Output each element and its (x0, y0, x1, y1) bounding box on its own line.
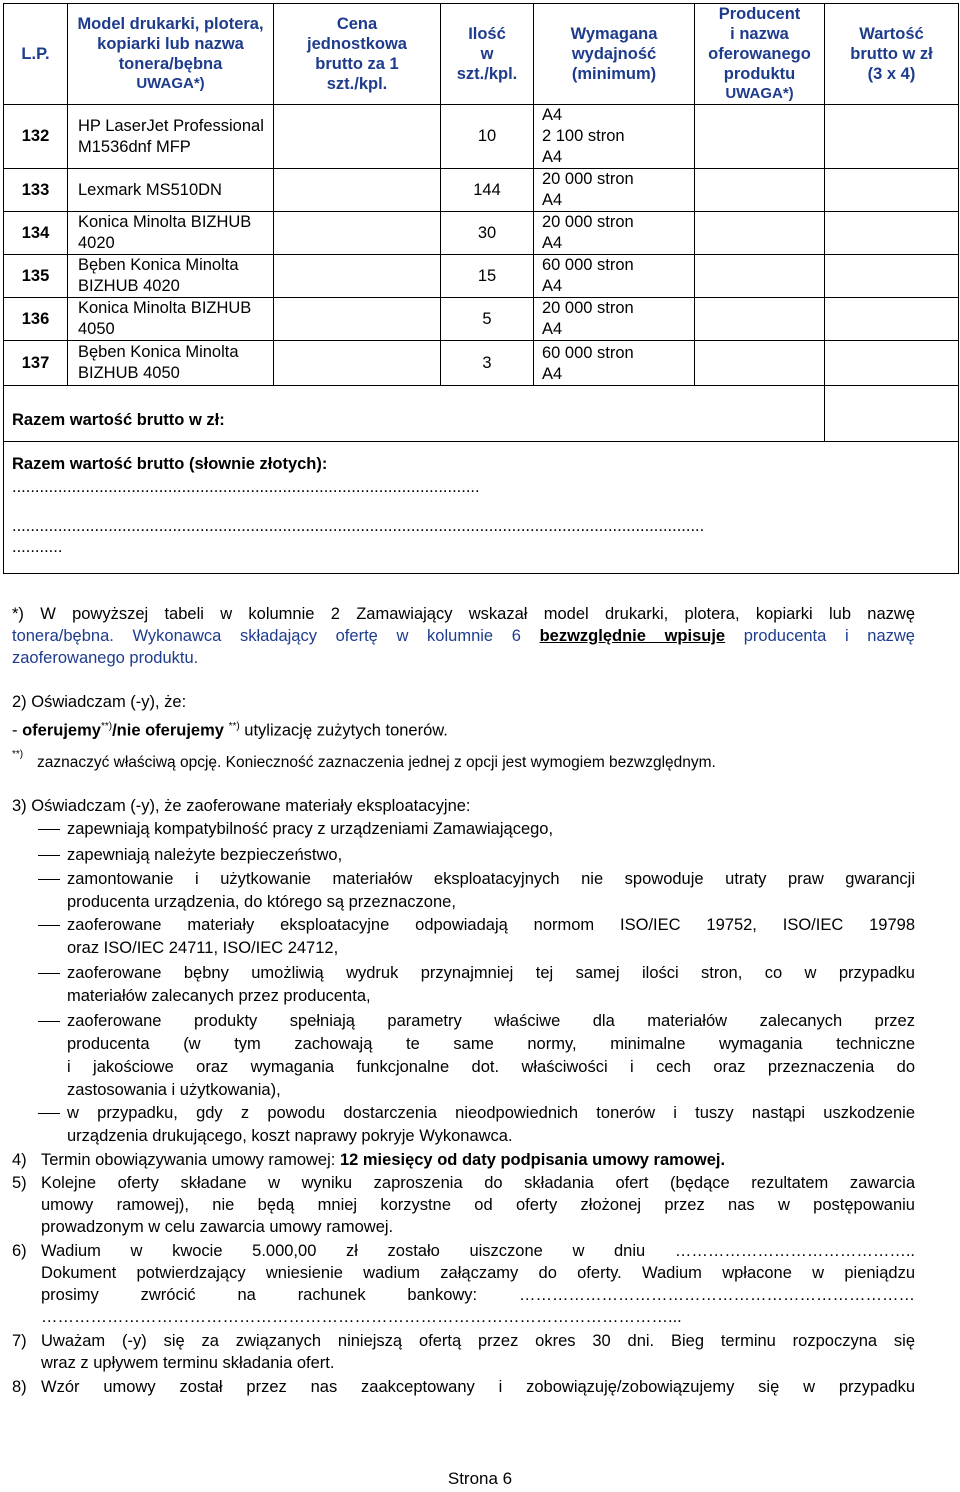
table-row (4, 105, 959, 169)
section6-label: 6) (12, 1242, 27, 1260)
list-item-line: zamontowanie i użytkowanie materiałów eksploatacyjnych nie spowoduje utraty praw gwarancji (67, 870, 915, 888)
row-model: Bęben Konica Minolta BIZHUB 4020 (68, 255, 274, 298)
row-lp: 133 (4, 169, 68, 212)
header-value: Wartość brutto w zł (3 x 4) (825, 4, 959, 105)
section7-line: Uważam (-y) się za związanych niniejszą ofertą przez okres 30 dni. Bieg terminu rozpoczyna się (41, 1332, 915, 1350)
row-yield (534, 169, 695, 212)
footnote-line-3: zaoferowanego produktu. (12, 649, 199, 667)
table-row (4, 212, 959, 255)
header-lp: L.P. (4, 4, 68, 105)
list-dash-icon (38, 973, 60, 974)
yield-unit: A4 (542, 365, 563, 383)
yield-value: 60 000 stron (542, 344, 634, 362)
list-dash-icon (38, 879, 60, 880)
row-lp: 134 (4, 212, 68, 255)
row-producer (695, 341, 825, 386)
section5-line: prowadzonym w celu zawarcia umowy ramowej. (41, 1218, 394, 1236)
total-label: Razem wartość brutto w zł: (4, 386, 825, 442)
row-yield (534, 298, 695, 341)
list-dash-icon (38, 855, 60, 856)
footnote-line-1: *) W powyższej tabeli w kolumnie 2 Zamawiający wskazał model drukarki, plotera, kopiarki lub nazwę (12, 605, 915, 623)
row-value (825, 105, 959, 169)
yield-value: 20 000 stron (542, 299, 634, 317)
yield-value: 20 000 stron (542, 170, 634, 188)
row-value (825, 341, 959, 386)
row-yield (534, 255, 695, 298)
total-words-row (4, 442, 959, 574)
list-dash-icon (38, 1113, 60, 1114)
yield-value: 60 000 stron (542, 256, 634, 274)
row-lp: 137 (4, 341, 68, 386)
row-value (825, 212, 959, 255)
row-model: Bęben Konica Minolta BIZHUB 4050 (68, 341, 274, 386)
row-producer (695, 298, 825, 341)
section7-line: wraz z upływem terminu składania ofert. (41, 1354, 335, 1372)
header-qty: Ilość w szt./kpl. (441, 4, 534, 105)
row-price (274, 341, 441, 386)
list-dash-icon (38, 1021, 60, 1022)
section6-line: Dokument potwierdzający wniesienie wadium załączamy do oferty. Wadium wpłacone w pieniądzu (41, 1264, 915, 1282)
list-dash-icon (38, 829, 60, 830)
yield-unit: A4 (542, 148, 563, 166)
row-lp: 135 (4, 255, 68, 298)
row-price (274, 169, 441, 212)
row-value (825, 169, 959, 212)
table-row (4, 169, 959, 212)
list-item-line: zaoferowane materiały eksploatacyjne odpowiadają normom ISO/IEC 19752, ISO/IEC 19798 (67, 916, 915, 934)
list-item-line: materiałów zalecanych przez producenta, (67, 987, 371, 1005)
section-2-note-mark: **) (12, 749, 24, 760)
row-qty: 15 (441, 255, 534, 298)
row-value (825, 255, 959, 298)
row-model: HP LaserJet Professional M1536dnf MFP (68, 105, 274, 169)
list-item-line: zapewniają kompatybilność pracy z urządzeniami Zamawiającego, (67, 820, 554, 838)
table-row (4, 298, 959, 341)
row-qty: 30 (441, 212, 534, 255)
row-yield (534, 212, 695, 255)
list-item-line: i jakościowe oraz wymagania funkcjonalne dot. właściwości i cech oraz przeznaczenia do (67, 1058, 915, 1076)
row-value (825, 298, 959, 341)
row-producer (695, 105, 825, 169)
total-words-label: Razem wartość brutto (słownie złotych): (12, 455, 328, 473)
row-qty: 144 (441, 169, 534, 212)
list-item-line: producenta urządzenia, do którego są przeznaczone, (67, 893, 456, 911)
section8-line: Wzór umowy został przez nas zaakceptowany i zobowiązuję/zobowiązujemy się w przypadku (41, 1378, 915, 1396)
row-model: Konica Minolta BIZHUB 4020 (68, 212, 274, 255)
list-item-line: urządzenia drukującego, koszt naprawy pokryje Wykonawca. (67, 1127, 513, 1145)
row-producer (695, 212, 825, 255)
total-row (4, 386, 959, 442)
section-2-title: 2) Oświadczam (-y), że: (12, 693, 187, 711)
list-item-line: zastosowania i użytkowania), (67, 1081, 281, 1099)
list-item-line: zapewniają należyte bezpieczeństwo, (67, 846, 343, 864)
row-price (274, 212, 441, 255)
row-model: Konica Minolta BIZHUB 4050 (68, 298, 274, 341)
header-yield: Wymagana wydajność (minimum) (534, 4, 695, 105)
yield-value: 20 000 stron (542, 213, 634, 231)
row-price (274, 255, 441, 298)
list-dash-icon (38, 925, 60, 926)
row-model: Lexmark MS510DN (68, 169, 274, 212)
price-table (3, 3, 959, 574)
yield-value: 2 100 stron (542, 127, 625, 145)
row-producer (695, 255, 825, 298)
section-2-note: zaznaczyć właściwą opcję. Konieczność zaznaczenia jednej z opcji jest wymogiem bezwzględnym. (37, 754, 716, 771)
row-producer (695, 169, 825, 212)
section5-label: 5) (12, 1174, 27, 1192)
list-item-line: zaoferowane produkty spełniają parametry właściwe dla materiałów zalecanych przez (67, 1012, 915, 1030)
header-model: Model drukarki, plotera, kopiarki lub nazwa tonera/bębna UWAGA*) (68, 4, 274, 105)
section-3-title: 3) Oświadczam (-y), że zaoferowane materiały eksploatacyjne: (12, 797, 471, 815)
yield-unit: A4 (542, 106, 563, 124)
row-price (274, 298, 441, 341)
section6-line: ……………………………………………………………………………………………………... (41, 1308, 682, 1326)
row-qty: 10 (441, 105, 534, 169)
list-item-line: w przypadku, gdy z powodu dostarczenia nieodpowiednich tonerów i tuszy nastąpi uszkodzenie (67, 1104, 915, 1122)
row-lp: 132 (4, 105, 68, 169)
section7-label: 7) (12, 1332, 27, 1350)
row-qty: 3 (441, 341, 534, 386)
yield-unit: A4 (542, 277, 563, 295)
row-price (274, 105, 441, 169)
yield-unit: A4 (542, 320, 563, 338)
row-lp: 136 (4, 298, 68, 341)
section5-line: umowy ramowej), nie będą mniej korzystne od oferty złożonej przez nas w postępowaniu (41, 1196, 915, 1214)
list-item-line: oraz ISO/IEC 24711, ISO/IEC 24712, (67, 939, 339, 957)
yield-unit: A4 (542, 191, 563, 209)
table-body (4, 105, 959, 386)
row-qty: 5 (441, 298, 534, 341)
row-yield (534, 341, 695, 386)
dots-line-1: ...................................................................................................... (12, 478, 480, 496)
total-value-cell (825, 386, 959, 442)
section8-label: 8) (12, 1378, 27, 1396)
section-4: 4) Termin obowiązywania umowy ramowej: 12 miesięcy od daty podpisania umowy ramowej. (12, 1151, 726, 1169)
table-row (4, 255, 959, 298)
list-item-line: zaoferowane bębny umożliwią wydruk przynajmniej tej samej ilości stron, co w przypadku (67, 964, 915, 982)
list-item-line: producenta (w tym zachowają te same normy, minimalne wymagania techniczne (67, 1035, 915, 1053)
header-price: Cena jednostkowa brutto za 1 szt./kpl. (274, 4, 441, 105)
dots-line-2: ....................................................................................................................................................... (12, 517, 705, 535)
section6-line: Wadium w kwocie 5.000,00 zł zostało uiszczone w dniu …………………………………….. (41, 1242, 915, 1260)
section6-line: prosimy zwrócić na rachunek bankowy: ……………………………………………………………… (41, 1286, 915, 1304)
row-yield (534, 105, 695, 169)
yield-unit: A4 (542, 234, 563, 252)
total-words-cell (4, 442, 959, 574)
footnote-line-2: tonera/bębna. Wykonawca składający ofertę w kolumnie 6 bezwzględnie wpisuje producenta i nazwę (12, 627, 915, 645)
table-header-row (4, 4, 959, 105)
table-row (4, 341, 959, 386)
dots-line-3: ........... (12, 538, 63, 556)
section-2-options: - oferujemy**)/nie oferujemy **) utylizację zużytych tonerów. (12, 721, 448, 740)
page-number: Strona 6 (447, 1469, 513, 1488)
section5-line: Kolejne oferty składane w wyniku zaproszenia do składania ofert (będące rezultatem zawarcia (41, 1174, 915, 1192)
header-producer: Producent i nazwa oferowanego produktu UWAGA*) (695, 4, 825, 105)
